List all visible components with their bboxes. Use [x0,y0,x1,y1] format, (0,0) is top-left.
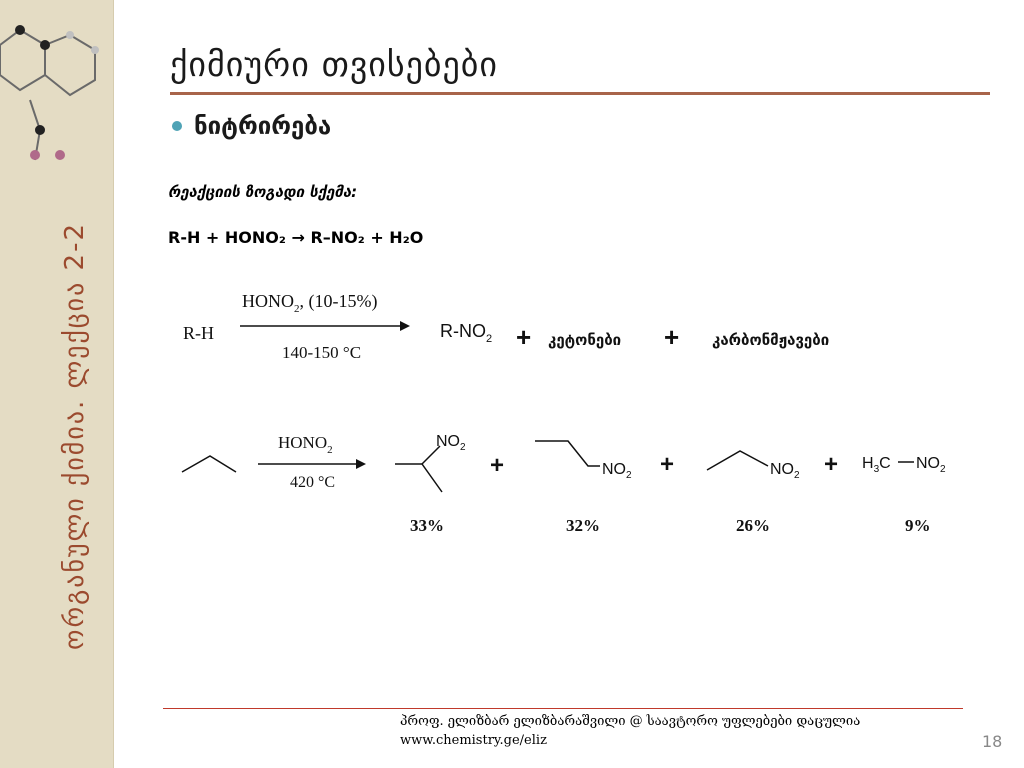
slide-title: ქიმიური თვისებები [170,45,498,85]
page-number: 18 [982,732,1003,751]
conditions-2: 420 °C [290,474,336,491]
arrow-head-2 [356,459,366,469]
no2-label-1: $NO_2$ [436,433,466,453]
yield-4: 9% [905,516,931,535]
plus-2: + [664,322,680,352]
bullet-text: ნიტრირება [194,112,332,140]
yield-1: 33% [410,516,444,535]
product-acids: კარბონმჟავები [712,331,830,349]
yield-2: 32% [566,516,600,535]
scheme-label: რეაქციის ზოგადი სქემა: [168,183,358,201]
arrow-head-1 [400,321,410,331]
general-equation: R-H + HONO₂ → R–NO₂ + H₂O [168,228,424,247]
plus-5: + [824,451,839,478]
footer-url: www.chemistry.ge/eliz [400,733,547,748]
product-ketones: კეტონები [548,331,622,349]
reagent-1: $HONO_2$, (10-15%) [242,291,378,315]
propane-structure [182,456,236,472]
plus-3: + [490,452,505,479]
footer-author: პროფ. ელიზბარ ელიზბარაშვილი @ საავტორო უფლებები დაცულია [400,714,861,729]
nitromethane-label: $H_3C$ [862,455,891,475]
plus-4: + [660,451,675,478]
nitropropane-structure [535,441,600,466]
yield-3: 26% [736,516,770,535]
no2-label-3: $NO_2$ [770,461,800,481]
sidebar-title: ორგანული ქიმია. ლექცია 2-2 [60,221,90,650]
reagent-2: $HONO_2$ [278,433,333,456]
plus-1: + [516,322,532,352]
footer-divider [163,708,963,709]
conditions-1: 140-150 °C [282,343,362,362]
reactant-rh: R-H [183,323,214,343]
no2-label-4: $NO_2$ [916,455,946,475]
no2-label-2: $NO_2$ [602,461,632,481]
nitro-isopropane-structure [395,464,442,492]
nitroethane-structure [707,451,768,470]
product-rno2: $R-NO_2$ [440,321,493,345]
